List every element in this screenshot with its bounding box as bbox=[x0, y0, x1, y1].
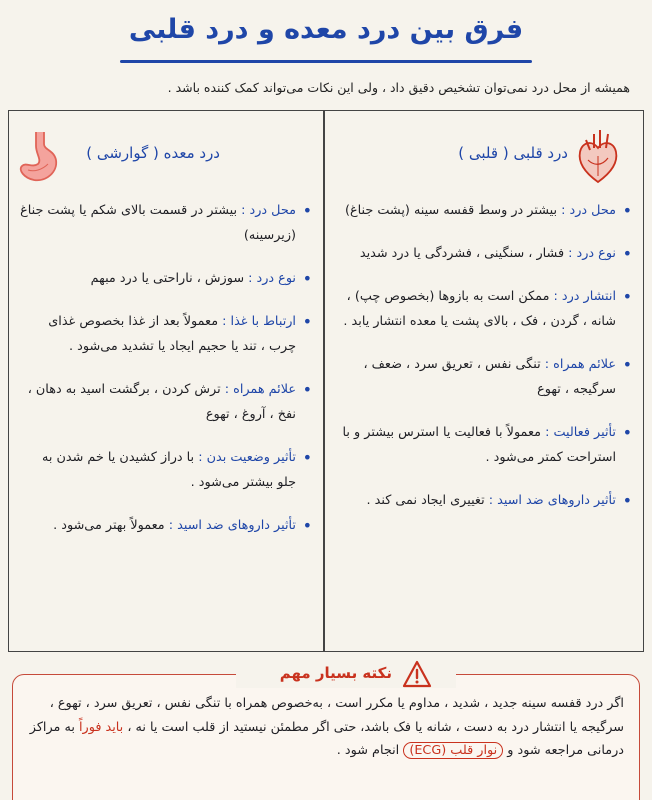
item-text: تنگی نفس ، تعریق سرد ، ضعف ، سرگیجه ، تهوع bbox=[363, 357, 616, 397]
stomach-column-title: درد معده ( گوارشی ) bbox=[86, 144, 220, 162]
heart-item-antacid bbox=[338, 488, 632, 513]
title-underline bbox=[120, 60, 532, 63]
heart-item-type bbox=[338, 241, 632, 266]
callout-title: نکته بسیار مهم bbox=[279, 664, 392, 682]
item-label: نوع درد : bbox=[568, 246, 616, 261]
item-label: محل درد : bbox=[561, 203, 616, 218]
callout-text bbox=[28, 692, 624, 763]
item-text: معمولاً بهتر می‌شود . bbox=[53, 518, 165, 533]
heart-item-symptoms bbox=[338, 352, 632, 402]
callout-text-part-1: اگر درد قفسه سینه جدید ، شدید ، مداوم یا مکرر است ، به‌خصوص همراه با تنگی نفس ، تعریق سرد ، تهوع ، سرگیجه یا انتشار درد به دست ، شانه یا فک باشد، حتی اگر مطمئن نیستید از قلب است یا نه ، bbox=[49, 696, 624, 735]
item-text: معمولاً با فعالیت یا استرس بیشتر و با استراحت کمتر می‌شود . bbox=[342, 425, 616, 465]
stomach-item-food bbox=[20, 309, 312, 359]
item-label: ارتباط با غذا : bbox=[222, 314, 296, 329]
item-text: سوزش ، ناراحتی یا درد مبهم bbox=[90, 271, 245, 286]
item-label: نوع درد : bbox=[248, 271, 296, 286]
item-label: علائم همراه : bbox=[224, 382, 296, 397]
stomach-list bbox=[12, 198, 320, 538]
stomach-item-location bbox=[20, 198, 312, 248]
heart-column bbox=[330, 112, 640, 650]
item-label: علائم همراه : bbox=[544, 357, 616, 372]
item-label: تأثیر فعالیت : bbox=[545, 425, 616, 440]
stomach-item-symptoms bbox=[20, 377, 312, 427]
callout-emphasis: باید فوراً bbox=[78, 719, 124, 735]
stomach-item-antacid bbox=[20, 513, 312, 538]
intro-text: همیشه از محل درد نمی‌توان تشخیص دقیق داد ، ولی این نکات می‌تواند کمک کننده باشد . bbox=[167, 80, 630, 95]
item-label: انتشار درد : bbox=[553, 289, 616, 304]
item-text: تغییری ایجاد نمی کند . bbox=[366, 493, 485, 508]
item-text: بیشتر در قسمت بالای شکم یا پشت جناغ (زیرسینه) bbox=[20, 203, 296, 243]
heart-column-header bbox=[330, 112, 640, 198]
item-label: تأثیر وضعیت بدن : bbox=[198, 450, 296, 465]
heart-item-spread bbox=[338, 284, 632, 334]
column-divider bbox=[323, 110, 325, 652]
item-text: معمولاً بعد از غذا بخصوص غذای چرب ، تند یا حجیم ایجاد یا تشدید می‌شود . bbox=[48, 314, 296, 354]
stomach-item-type bbox=[20, 266, 312, 291]
heart-anatomy-icon bbox=[574, 126, 622, 186]
stomach-column-header bbox=[12, 112, 320, 198]
stomach-column bbox=[12, 112, 320, 650]
item-text: با دراز کشیدن یا خم شدن به جلو بیشتر می‌شود . bbox=[42, 450, 296, 490]
item-text: فشار ، سنگینی ، فشردگی یا درد شدید bbox=[359, 246, 565, 261]
item-text: بیشتر در وسط قفسه سینه (پشت جناغ) bbox=[344, 203, 558, 218]
stomach-icon bbox=[14, 126, 62, 186]
heart-column-title: درد قلبی ( قلبی ) bbox=[458, 144, 568, 162]
ecg-badge: نوار قلب (ECG) bbox=[403, 742, 503, 759]
heart-item-location bbox=[338, 198, 632, 223]
stomach-item-posture bbox=[20, 445, 312, 495]
callout-text-part-2: به مراکز درمانی مراجعه شود و bbox=[29, 719, 624, 758]
item-label: تأثیر داروهای ضد اسید : bbox=[488, 493, 616, 508]
warning-triangle-icon bbox=[402, 660, 432, 688]
item-label: محل درد : bbox=[241, 203, 296, 218]
item-label: تأثیر داروهای ضد اسید : bbox=[168, 518, 296, 533]
page-title: فرق بین درد معده و درد قلبی bbox=[128, 14, 524, 45]
item-text: ترش کردن ، برگشت اسید به دهان ، نفخ ، آروغ ، تهوع bbox=[27, 382, 296, 422]
callout-text-part-3: انجام شود . bbox=[336, 743, 400, 758]
item-text: ممکن است به بازوها (بخصوص چپ) ، شانه ، گردن ، فک ، بالای پشت یا معده انتشار یابد . bbox=[343, 289, 616, 329]
heart-list bbox=[330, 198, 640, 513]
heart-item-activity bbox=[338, 420, 632, 470]
